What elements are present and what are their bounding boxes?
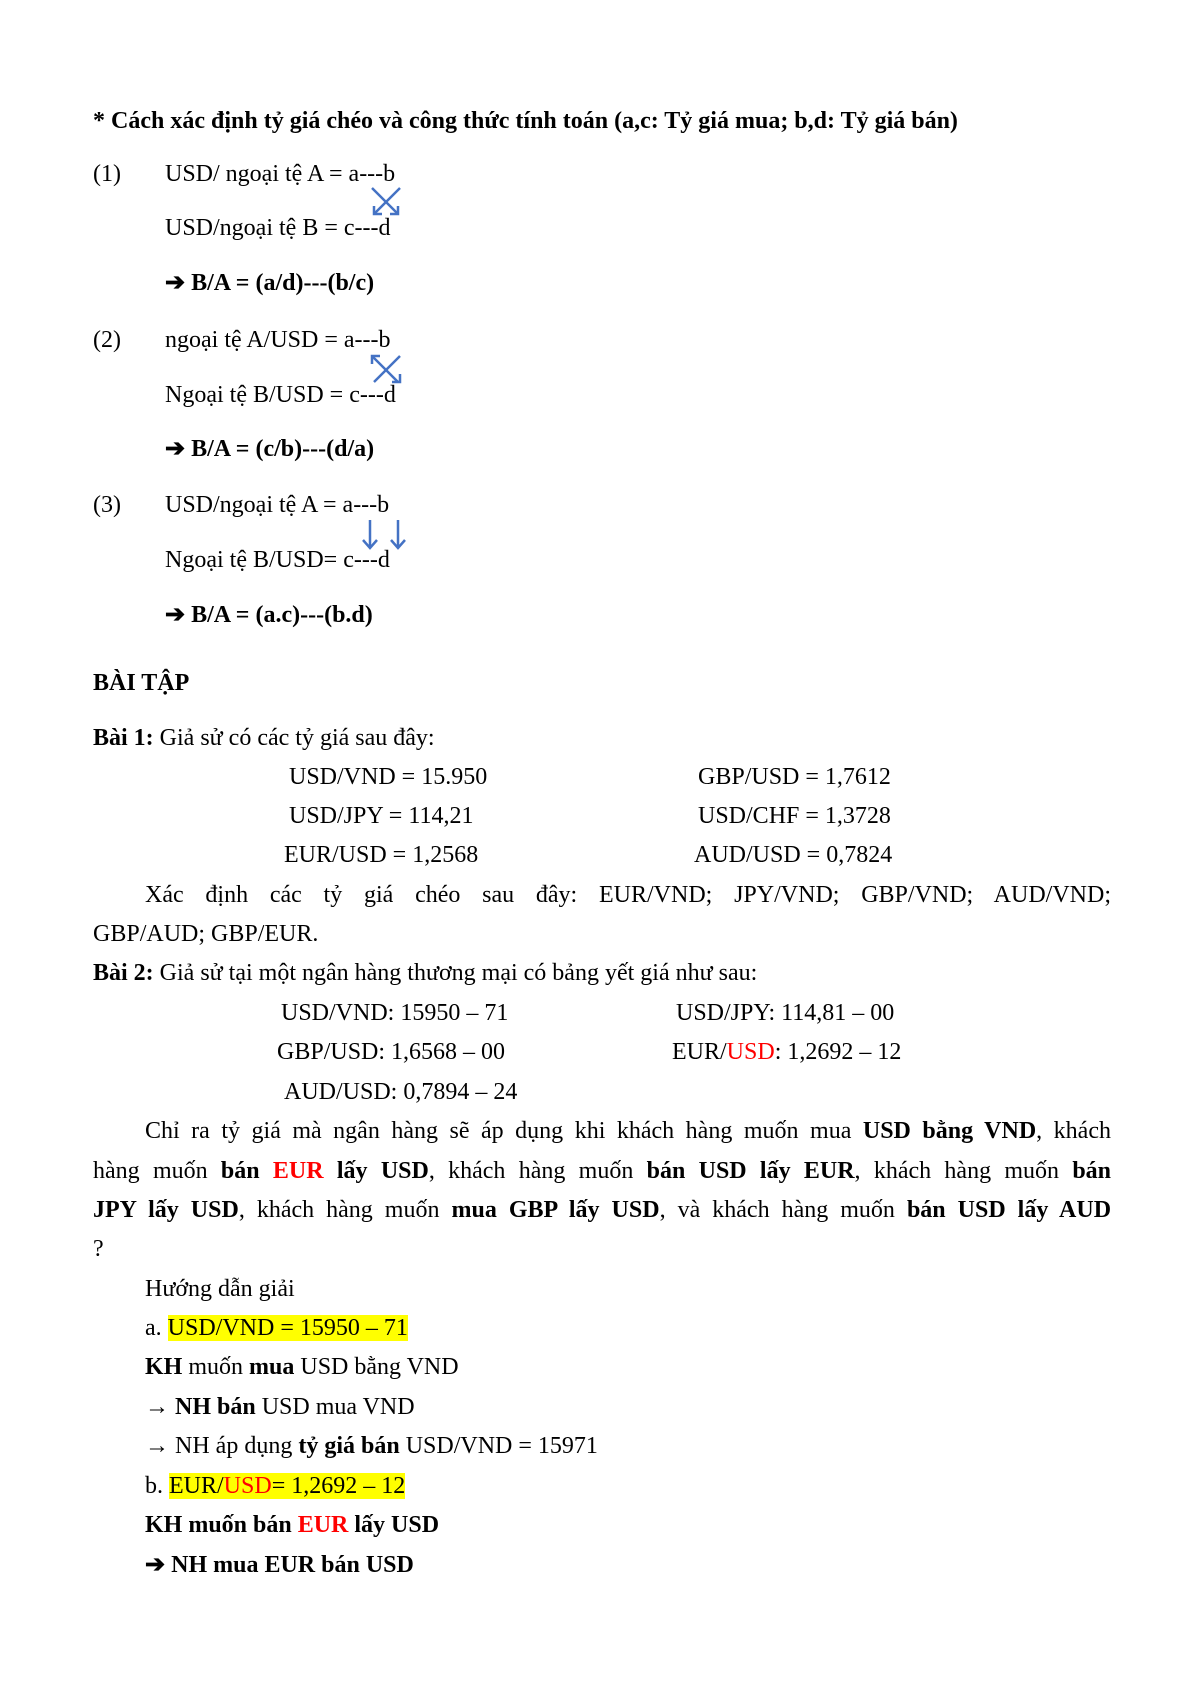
g-red: USD [223, 1473, 272, 1499]
case2-result: B/A = (c/b)---(d/a) [191, 436, 375, 462]
bai1-task-line2: GBP/AUD; GBP/EUR. [93, 921, 319, 947]
g-text: EUR/ [169, 1473, 224, 1499]
g-text: → [145, 1394, 175, 1420]
g-text: muốn [182, 1354, 250, 1380]
q-bold: lấy USD [336, 1158, 429, 1184]
bai2-question-line1 [145, 1116, 1111, 1146]
g-bold: NH mua EUR bán USD [171, 1552, 414, 1578]
bai1-text: Giả sử có các tỷ giá sau đây: [159, 725, 435, 751]
rate-usd-jpy: USD/JPY = 114,21 [289, 803, 474, 829]
case1-result-row [165, 268, 374, 298]
quote-usd-vnd: USD/VND: 15950 – 71 [281, 1000, 509, 1026]
title: * Cách xác định tỷ giá chéo và công thức tính toán (a,c: Tỷ giá mua; b,d: Tỷ giá bán) [93, 108, 958, 134]
q-text: , khách hàng muốn [238, 1197, 452, 1223]
g-bold: KH muốn bán [145, 1512, 298, 1538]
bai1-label: Bài 1: [93, 725, 154, 751]
case1-line1: USD/ ngoại tệ A = a---b [165, 161, 396, 187]
q-text: , khách hàng muốn [854, 1158, 1073, 1184]
g-bold: NH bán [175, 1394, 256, 1420]
q-text: , khách [1036, 1118, 1111, 1144]
bai2-question-line3 [93, 1195, 1111, 1225]
quote-gbp-usd: GBP/USD: 1,6568 – 00 [277, 1039, 506, 1065]
quote-eur-usd [672, 1037, 901, 1067]
q-bold: USD bằng VND [862, 1118, 1037, 1144]
bai2-question-line2 [93, 1156, 1111, 1186]
guide-a-label: a. [145, 1315, 162, 1341]
case3-result-row [165, 600, 373, 630]
q-bold: bán USD lấy AUD [906, 1197, 1112, 1223]
quote-eur-usd-red: USD [726, 1039, 775, 1065]
rate-gbp-usd: GBP/USD = 1,7612 [698, 764, 891, 790]
bai1-task-line1: Xác định các tỷ giá chéo sau đây: EUR/VND; JPY/VND; GBP/VND; AUD/VND; [145, 882, 1111, 908]
g-bold: tỷ giá bán [298, 1433, 400, 1459]
guide-b-highlight [169, 1473, 405, 1499]
case2-line1: ngoại tệ A/USD = a---b [165, 327, 391, 353]
case3-number: (3) [93, 492, 121, 518]
g-text: → NH áp dụng [145, 1433, 299, 1459]
guide-b-line2 [145, 1550, 414, 1580]
down-arrows-icon [358, 518, 408, 552]
bai2-intro [93, 958, 757, 988]
quote-aud-usd: AUD/USD: 0,7894 – 24 [284, 1079, 518, 1105]
arrow-right-icon: ➔ [165, 602, 186, 628]
guide-title: Hướng dẫn giải [145, 1276, 295, 1302]
g-text: USD bằng VND [294, 1354, 459, 1380]
exercises-heading: BÀI TẬP [93, 670, 190, 696]
rate-eur-usd: EUR/USD = 1,2568 [284, 842, 479, 868]
rate-usd-chf: USD/CHF = 1,3728 [698, 803, 891, 829]
case3-line1: USD/ngoại tệ A = a---b [165, 492, 390, 518]
arrow-right-icon: ➔ [145, 1552, 166, 1578]
guide-a-line2 [145, 1392, 415, 1422]
case1-number: (1) [93, 161, 121, 187]
cross-arrow-icon [366, 352, 406, 386]
bai2-text: Giả sử tại một ngân hàng thương mại có bảng yết giá như sau: [159, 960, 758, 986]
quote-eur-value: : 1,2692 – 12 [774, 1039, 902, 1065]
case3-line2: Ngoại tệ B/USD= c---d [165, 547, 390, 573]
arrow-right-icon: ➔ [165, 270, 186, 296]
case1-line2: USD/ngoại tệ B = c---d [165, 215, 391, 241]
q-bold: mua GBP lấy USD [451, 1197, 660, 1223]
q-text: , khách hàng muốn [428, 1158, 647, 1184]
g-text: = 1,2692 – 12 [271, 1473, 406, 1499]
guide-a-line3 [145, 1431, 598, 1461]
case2-result-row [165, 434, 374, 464]
q-bold: bán [220, 1158, 260, 1184]
g-bold-red: EUR [297, 1512, 349, 1538]
rate-aud-usd: AUD/USD = 0,7824 [694, 842, 893, 868]
g-bold: KH [145, 1354, 183, 1380]
guide-a-line1 [145, 1352, 459, 1382]
guide-b [145, 1471, 405, 1501]
q-bold-red: EUR [272, 1158, 324, 1184]
bai2-question-line4: ? [93, 1236, 104, 1262]
case2-number: (2) [93, 327, 121, 353]
q-bold: bán [1072, 1158, 1112, 1184]
q-bold: bán USD lấy EUR [646, 1158, 855, 1184]
guide-b-line1 [145, 1510, 439, 1540]
q-text: Chỉ ra tỷ giá mà ngân hàng sẽ áp dụng khi khách hàng muốn mua [145, 1118, 863, 1144]
q-bold: JPY lấy USD [93, 1197, 239, 1223]
g-bold: lấy USD [348, 1512, 440, 1538]
cross-arrow-icon [366, 186, 406, 220]
case1-result: B/A = (a/d)---(b/c) [191, 270, 375, 296]
arrow-right-icon: ➔ [165, 436, 186, 462]
g-text: USD mua VND [255, 1394, 415, 1420]
q-text: , và khách hàng muốn [659, 1197, 907, 1223]
guide-a [145, 1313, 408, 1343]
bai2-label: Bài 2: [93, 960, 154, 986]
g-text: USD/VND = 15971 [399, 1433, 598, 1459]
bai1-intro [93, 723, 435, 753]
quote-usd-jpy: USD/JPY: 114,81 – 00 [676, 1000, 895, 1026]
q-text: hàng muốn [93, 1158, 221, 1184]
g-bold: mua [249, 1354, 295, 1380]
case2-line2: Ngoại tệ B/USD = c---d [165, 382, 396, 408]
quote-eur-part: EUR/ [672, 1039, 727, 1065]
guide-a-highlight: USD/VND = 15950 – 71 [167, 1315, 408, 1341]
rate-usd-vnd: USD/VND = 15.950 [289, 764, 488, 790]
case3-result: B/A = (a.c)---(b.d) [191, 602, 373, 628]
guide-b-label: b. [145, 1473, 163, 1499]
